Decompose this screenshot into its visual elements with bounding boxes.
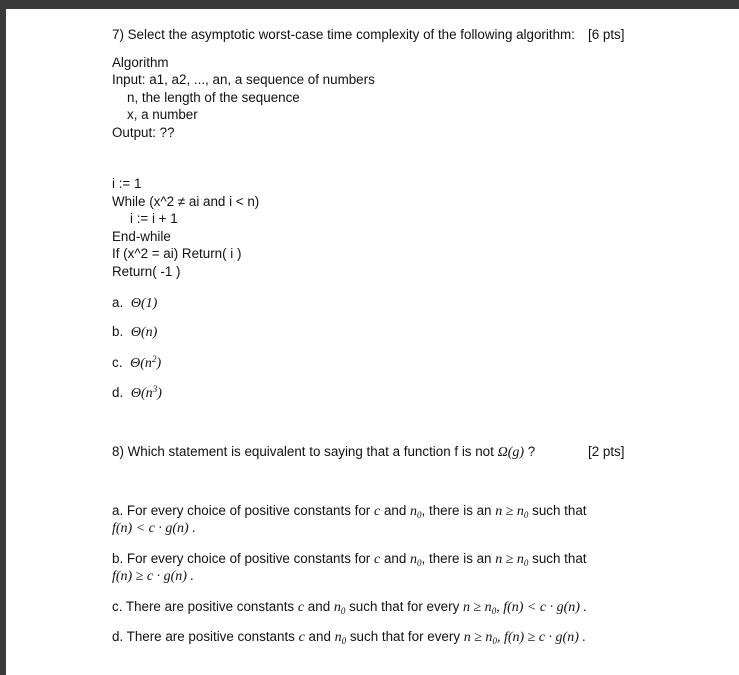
q8-points: [2 pts] xyxy=(588,444,625,459)
q8-option-c-text: c. There are positive constants xyxy=(112,599,295,614)
q7-code-line-5: If (x^2 = ai) Return( i ) xyxy=(112,246,242,261)
q8-option-b-cond-sub: 0 xyxy=(523,558,529,568)
q7-points: [6 pts] xyxy=(588,27,625,42)
q7-prompt: 7) Select the asymptotic worst-case time complexity of the following algorithm: xyxy=(112,27,575,42)
q8-option-d-n: n xyxy=(334,630,342,645)
q7-output-line: Output: ?? xyxy=(112,125,175,140)
q8-option-b[interactable] xyxy=(112,551,587,568)
q8-option-c-and: and xyxy=(307,599,331,614)
q8-option-d-end: , f(n) ≥ c · g(n) . xyxy=(496,630,586,645)
q8-option-a-c: c xyxy=(374,504,381,519)
q7-input-line-3: x, a number xyxy=(127,107,198,122)
q7-algorithm-title: Algorithm xyxy=(112,55,169,70)
q7-option-b-label: b. xyxy=(112,324,124,339)
q8-option-a-line2: f(n) < c · g(n) . xyxy=(112,521,196,536)
q7-option-d[interactable] xyxy=(112,385,162,402)
q8-option-d-cond-sub: 0 xyxy=(492,636,497,646)
q8-option-b-there: , there is an xyxy=(421,551,492,566)
q8-option-d-and: and xyxy=(308,629,331,644)
q8-option-c-n: n xyxy=(333,600,341,615)
q7-input-line-2: n, the length of the sequence xyxy=(127,90,300,105)
q7-option-c-exponent: 2 xyxy=(151,354,157,364)
q7-option-b[interactable] xyxy=(112,324,157,341)
q8-option-a-n: n xyxy=(410,504,418,519)
q8-option-b-line2: f(n) ≥ c · g(n) . xyxy=(112,569,194,584)
q8-option-b-c: c xyxy=(374,552,381,567)
q7-option-c[interactable] xyxy=(112,355,161,372)
q8-option-a[interactable] xyxy=(112,503,587,520)
q8-option-b-and: and xyxy=(383,551,407,566)
q8-option-b-cond: n ≥ n xyxy=(495,552,524,567)
q7-option-d-exponent: 3 xyxy=(152,384,158,394)
q7-option-c-base: Θ(n xyxy=(130,356,152,371)
q7-option-b-math: Θ(n) xyxy=(130,325,158,340)
q8-option-c-cond-sub: 0 xyxy=(491,606,497,616)
q8-option-d-text: d. There are positive constants xyxy=(112,629,295,644)
q7-code-line-1: i := 1 xyxy=(112,176,142,191)
q8-option-c-end: , f(n) < c · g(n) . xyxy=(496,600,587,615)
q7-option-d-close: ) xyxy=(157,386,162,401)
q7-option-d-label: d. xyxy=(112,385,124,400)
q7-option-c-label: c. xyxy=(112,355,123,370)
q8-option-a-such: such that xyxy=(532,503,587,518)
q7-code-line-3: i := i + 1 xyxy=(130,211,178,226)
q7-option-c-close: ) xyxy=(156,356,162,371)
q8-option-c-c: c xyxy=(297,600,305,615)
q8-option-a-there: , there is an xyxy=(421,503,492,518)
viewer-top-bar xyxy=(0,0,739,9)
q7-code-line-2: While (x^2 ≠ ai and i < n) xyxy=(112,194,260,209)
q8-option-c-such: such that for every xyxy=(349,599,460,614)
q7-option-d-base: Θ(n xyxy=(130,386,153,401)
q8-option-d-n-sub: 0 xyxy=(341,636,347,646)
q7-option-a-label: a. xyxy=(112,295,124,310)
q8-option-a-cond-sub: 0 xyxy=(523,510,529,520)
q8-option-b-such: such that xyxy=(532,551,587,566)
q8-option-d-such: such that for every xyxy=(349,629,461,644)
q7-input-line-1: Input: a1, a2, ..., an, a sequence of numbers xyxy=(112,72,375,87)
q7-option-a[interactable] xyxy=(112,295,157,312)
q8-option-a-n-sub: 0 xyxy=(417,510,422,520)
q8-question-mark: ? xyxy=(527,444,536,459)
document-page xyxy=(6,9,739,675)
q8-option-b-n-sub: 0 xyxy=(417,558,422,568)
q8-option-d[interactable] xyxy=(112,629,586,646)
q7-code-line-6: Return( -1 ) xyxy=(112,264,181,279)
q8-option-a-text: a. For every choice of positive constants for xyxy=(112,503,371,518)
q8-prompt-line xyxy=(112,444,535,461)
q8-option-b-text: b. For every choice of positive constants for xyxy=(112,551,371,566)
q8-omega: Ω(g) xyxy=(497,445,525,460)
q8-option-d-cond: n ≥ n xyxy=(463,630,493,645)
q7-code-line-4: End-while xyxy=(112,229,171,244)
q8-option-c[interactable] xyxy=(112,599,587,616)
q8-option-c-cond: n ≥ n xyxy=(463,600,492,615)
q8-option-b-n: n xyxy=(410,552,418,567)
q8-option-a-and: and xyxy=(383,503,407,518)
q8-prompt: 8) Which statement is equivalent to saying that a function f is not xyxy=(112,444,494,459)
q8-option-a-cond: n ≥ n xyxy=(495,504,524,519)
q8-option-c-n-sub: 0 xyxy=(340,606,346,616)
q7-option-a-math: Θ(1) xyxy=(130,296,158,311)
q8-option-d-c: c xyxy=(298,630,305,645)
